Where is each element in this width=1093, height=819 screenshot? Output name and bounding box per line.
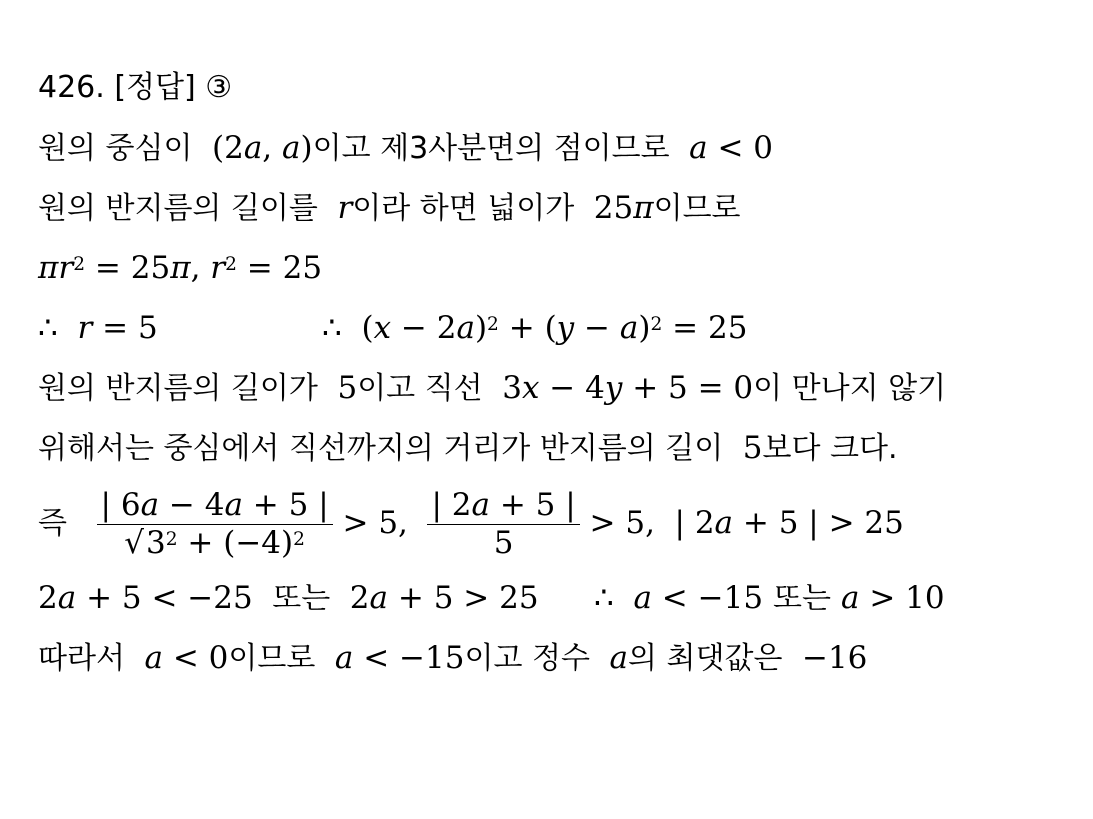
text: 원의 반지름의 길이가	[38, 371, 318, 406]
math: a	[609, 640, 628, 676]
math: r	[337, 190, 353, 226]
text: 이 만나지 않기	[753, 371, 947, 406]
text: 이고 직선	[357, 371, 483, 406]
solution-document	[38, 58, 1068, 688]
text: 의 최댓값은	[627, 641, 783, 676]
math: (2a, a)	[211, 130, 313, 166]
solution-line-2	[38, 178, 1068, 238]
solution-line-9	[38, 628, 1068, 688]
math: $\pi r^2 = 25\pi$, $r^2 = 25$	[38, 250, 323, 286]
text: 이고 정수	[464, 641, 590, 676]
problem-header	[38, 58, 1068, 118]
solution-line-8	[38, 568, 1068, 628]
distance-fraction: $\frac{| 6a - 4a + 5 |}{√3^2 + (-4)^2}$	[97, 487, 333, 562]
solution-line-4	[38, 298, 1068, 358]
math: 2a + 5 > 25	[349, 580, 539, 616]
solution-line-6	[38, 418, 1068, 478]
text: 위해서는 중심에서 직선까지의 거리가 반지름의 길이	[38, 431, 724, 466]
math: a < 0	[144, 640, 229, 676]
text: 이라 하면 넓이가	[352, 191, 575, 226]
math: | 2a + 5 | > 25	[674, 505, 904, 541]
math: 2a + 5 < −25	[38, 580, 253, 616]
math: 5	[337, 370, 358, 406]
text: 원의 반지름의 길이를	[38, 191, 318, 226]
text: 이고 제3사분면의 점이므로	[312, 131, 670, 166]
answer-choice: ③	[205, 70, 233, 105]
square-root: $√3^2 + (-4)^2$	[124, 525, 305, 561]
solution-line-7	[38, 478, 1068, 568]
math: ∴ r = 5	[38, 310, 158, 346]
math: > 5,	[579, 505, 655, 541]
final-answer: −16	[801, 640, 868, 676]
text: 보다 크다.	[762, 431, 898, 466]
math: 3x − 4y + 5 = 0	[502, 370, 754, 406]
math: ∴ a < −15 또는 a > 10	[594, 580, 945, 616]
solution-line-1	[38, 118, 1068, 178]
math: a < −15	[334, 640, 465, 676]
text: 따라서	[38, 641, 125, 676]
simplified-fraction: $\frac{| 2a + 5 |}{5}$	[427, 487, 579, 562]
math: > 5,	[332, 505, 408, 541]
solution-line-5	[38, 358, 1068, 418]
answer-label: [정답]	[114, 70, 196, 105]
math: a < 0	[689, 130, 773, 166]
math: 5	[742, 430, 763, 466]
text: 즉	[38, 506, 67, 541]
math: ∴ $(x - 2a)^2 + (y - a)^2 = 25$	[322, 310, 748, 346]
problem-number: 426.	[38, 70, 105, 105]
math: 25π	[593, 190, 654, 226]
solution-line-3	[38, 238, 1068, 298]
text: 또는	[272, 581, 331, 616]
text: 이므로	[653, 191, 741, 226]
text: 원의 중심이	[38, 131, 193, 166]
text: 이므로	[228, 641, 316, 676]
